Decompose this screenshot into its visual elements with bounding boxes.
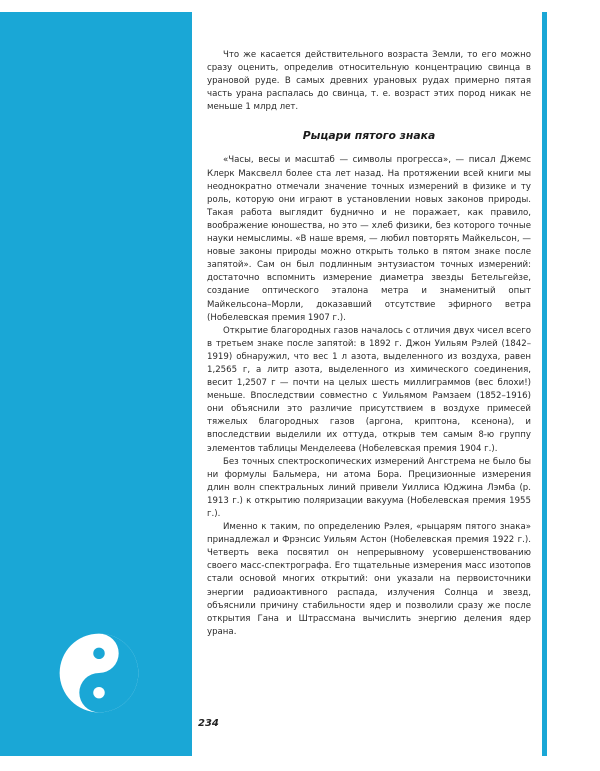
paragraph-maxwell: «Часы, весы и масштаб — символы прогресса», — писал Джемс Клерк Максвелл более ста лет назад. На протяжении всей книги мы неоднократно отмечали значение точных измерений в физике и ту роль, которую они играют в установлении новых законов природы. Такая работа выглядит буднично и не поражает, как правило, воображение юношества, но это — хлеб физики, без которого точные науки немыслимы. «В наше время, — любил повторять Майкельсон, — новые законы природы можно открыть только в пятом знаке после запятой». Сам он был подлинным энтузиастом точных измерений: достаточно вспомнить измерение диаметра звезды Бетельгейзе, создание оптического эталона метра и знаменитый опыт Майкельсона–Морли, доказавший отсутствие эфирного ветра (Нобелевская премия 1907 г.). xyxy=(207,155,531,323)
paragraph-aston: Именно к таким, по определению Рэлея, «рыцарям пятого знака» принадлежал и Фрэнсис Уильям Астон (Нобелевская премия 1922 г.). Четверть века посвятил он непрерывному усовершенствованию своего масс-спектрографа. Его тщательные измерения масс изотопов стали основой многих открытий: они указали на первоисточники энергии радиоактивного распада, излучения Солнца и звезд, объяснили причину стабильности ядер и позволили сразу же после открытия Гана и Штрассмана вычислить энергию деления ядер урана. xyxy=(207,522,531,637)
paragraph-intro: Что же касается действительного возраста Земли, то его можно сразу оценить, определив относительную концентрацию свинца в урановой руде. В самых древних урановых рудах примерно пятая часть урана распалась до свинца, т. е. возраст этих пород никак не меньше 1 млрд лет. xyxy=(207,50,531,113)
right-accent-rule xyxy=(542,12,547,756)
article-body xyxy=(207,49,531,639)
section-title: Рыцари пятого знака xyxy=(302,129,436,143)
yin-yang-icon xyxy=(58,632,140,714)
page-number: 234 xyxy=(198,718,219,729)
paragraph-spectroscopy: Без точных спектроскопических измерений Ангстрема не было бы ни формулы Бальмера, ни атома Бора. Прецизионные измерения длин волн спектральных линий привели Уиллиса Юджина Лэмба (р. 1913 г.) к открытию поляризации вакуума (Нобелевская премия 1955 г.). xyxy=(207,456,531,519)
paragraph-noble-gases: Открытие благородных газов началось с отличия двух чисел всего в третьем знаке после запятой: в 1892 г. Джон Уильям Рэлей (1842–1919) обнаружил, что вес 1 л азота, выделенного из воздуха, равен 1,2565 г, а литр азота, выделенного из химического соединения, весит 1,2507 г — почти на целых шесть миллиграммов (вес блохи!) меньше. Впоследствии совместно с Уильямом Рамзаем (1852–1916) они объяснили это различие присутствием в воздухе примесей тяжелых благородных газов (аргона, криптона, ксенона), и впоследствии выделили их оттуда, открыв тем самым 8-ю группу элементов таблицы Менделеева (Нобелевская премия 1904 г.). xyxy=(207,325,531,454)
